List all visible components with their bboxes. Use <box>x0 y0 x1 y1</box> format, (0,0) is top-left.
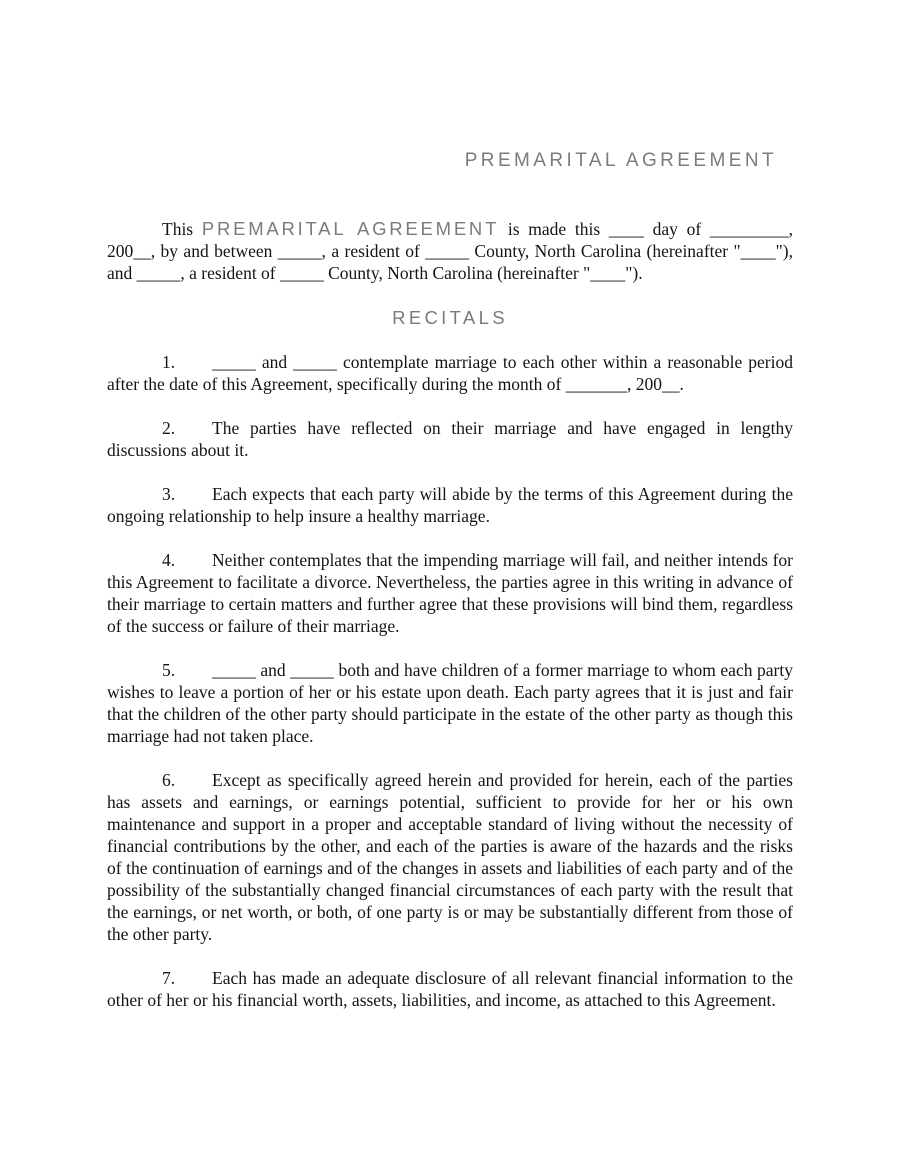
recital-paragraph <box>107 417 793 461</box>
recital-text: _____ and _____ both and have children of a former marriage to whom each party wishes to leave a portion of her or his estate upon death. Each party agrees that it is just and fair that the children of the other party should participate in the estate of the other party as though this marriage had not taken place. <box>107 660 793 746</box>
recital-paragraph <box>107 549 793 637</box>
recital-text: Except as specifically agreed herein and provided for herein, each of the parties has assets and earnings, or earnings potential, sufficient to provide for her or his own maintenance and support in a proper and acceptable standard of living without the necessity of financial contributions by the other, and each of the parties is aware of the hazards and the risks of the continuation of earnings and of the changes in assets and liabilities of each party and of the possibility of the substantially changed financial circumstances of each party with the result that the earnings, or net worth, or both, of one party is or may be substantially different from those of the other party. <box>107 770 793 944</box>
recital-number: 2. <box>162 418 176 438</box>
recital-paragraph <box>107 483 793 527</box>
recital-paragraph <box>107 967 793 1011</box>
recital-text: Each expects that each party will abide by the terms of this Agreement during the ongoing relationship to help insure a healthy marriage. <box>107 484 793 526</box>
intro-prefix: This <box>162 219 202 239</box>
recital-paragraph <box>107 659 793 747</box>
intro-agreement-name: PREMARITAL AGREEMENT <box>201 218 500 239</box>
intro-body-text: is made this ____ day of _________, 200__, by and between _____, a resident of _____ County, North Carolina (hereinafter "____"), and _____, a resident of _____ County, North Carolina (hereinafter "____"). <box>107 219 793 283</box>
recital-text: Each has made an adequate disclosure of all relevant financial information to the other of her or his financial worth, assets, liabilities, and income, as attached to this Agreement. <box>107 968 793 1010</box>
recitals-heading: RECITALS <box>392 307 508 328</box>
recital-number: 5. <box>162 660 176 680</box>
recital-number: 1. <box>162 352 176 372</box>
recital-text: Neither contemplates that the impending marriage will fail, and neither intends for this Agreement to facilitate a divorce. Nevertheless, the parties agree in this writing in advance of their marriage to certain matters and further agree that these provisions will bind them, regardless of the success or failure of their marriage. <box>107 550 793 636</box>
page-title: PREMARITAL AGREEMENT <box>464 150 777 171</box>
recital-number: 6. <box>162 770 176 790</box>
recital-paragraph <box>107 351 793 395</box>
recital-number: 4. <box>162 550 176 570</box>
recital-text: _____ and _____ contemplate marriage to each other within a reasonable period after the date of this Agreement, specifically during the month of _______, 200__. <box>107 352 793 394</box>
intro-paragraph <box>107 218 793 284</box>
recital-number: 3. <box>162 484 176 504</box>
recitals-list <box>107 351 793 1011</box>
recital-paragraph <box>107 769 793 945</box>
recital-text: The parties have reflected on their marriage and have engaged in lengthy discussions about it. <box>107 418 793 460</box>
recital-number: 7. <box>162 968 176 988</box>
